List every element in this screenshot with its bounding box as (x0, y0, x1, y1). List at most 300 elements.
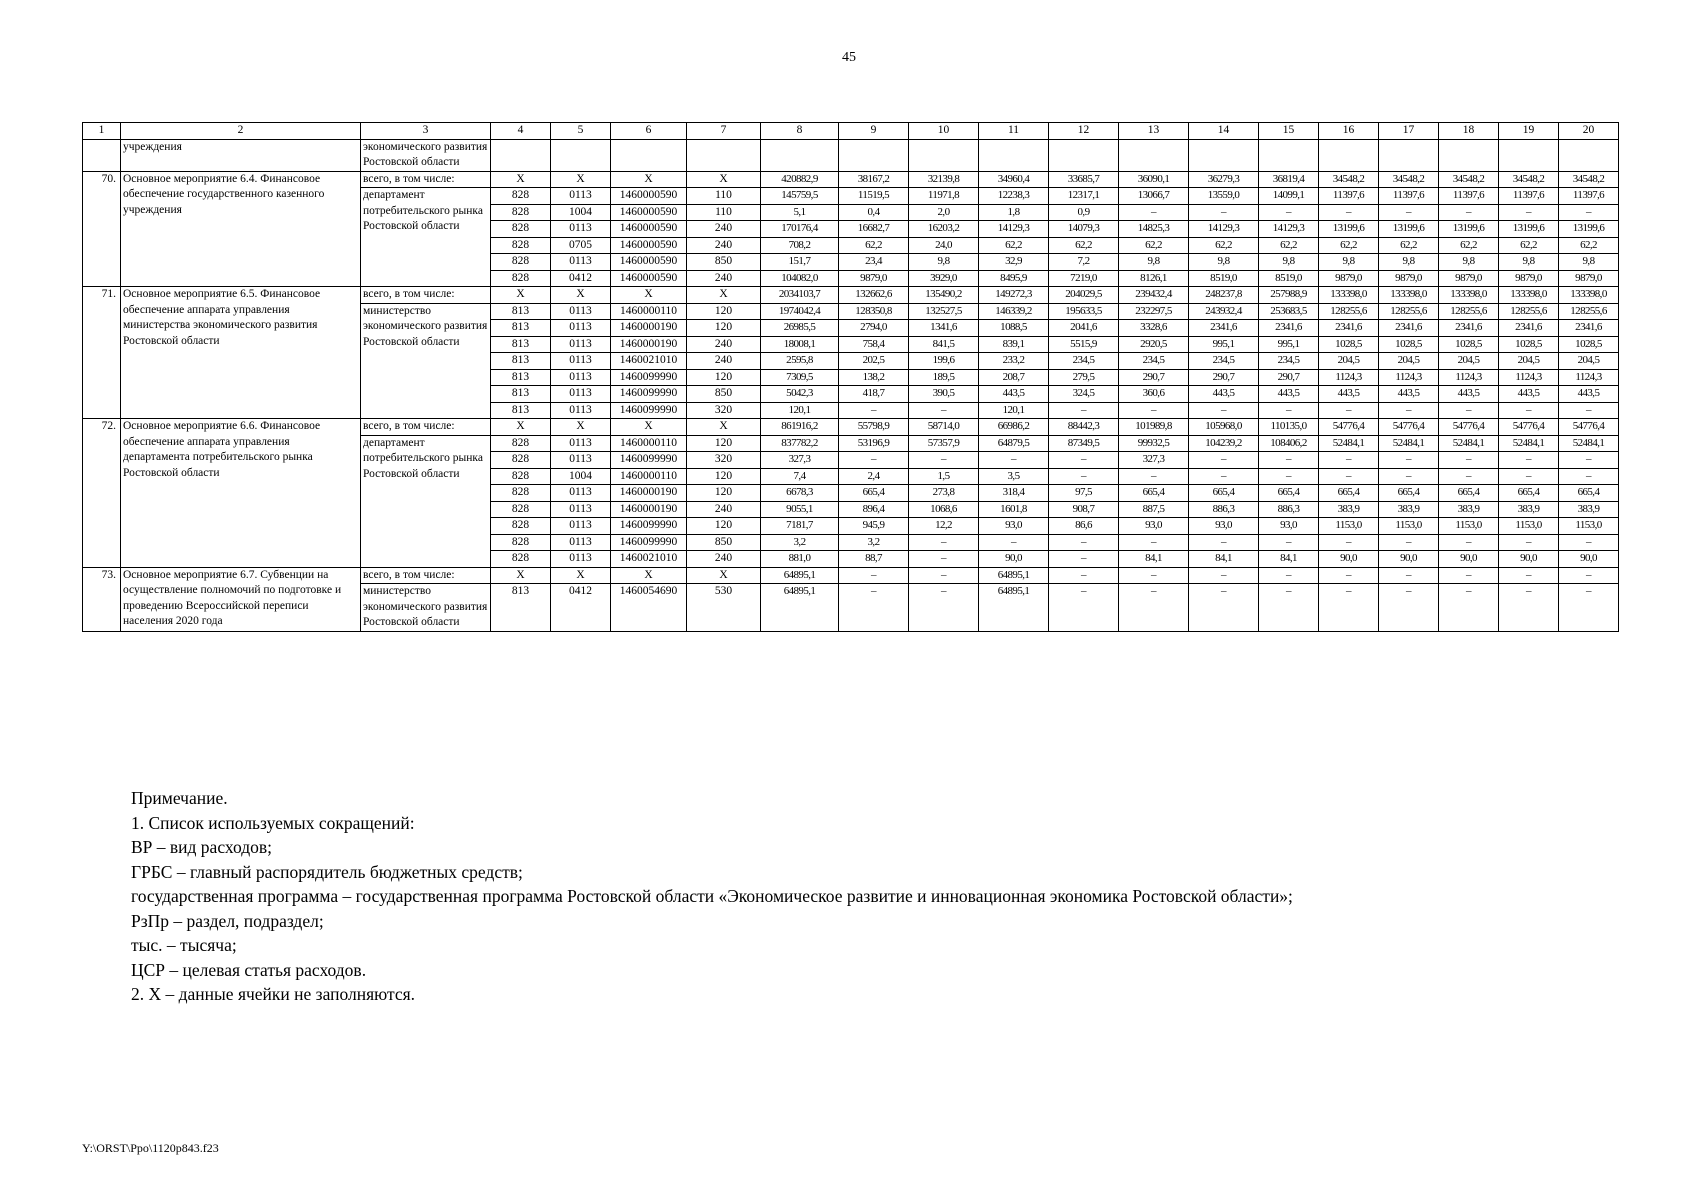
amount-cell: 9879,0 (1379, 270, 1439, 287)
amount-cell: 3328,6 (1119, 320, 1189, 337)
amount-cell: 90,0 (1439, 551, 1499, 568)
amount-cell: 3,2 (839, 534, 909, 551)
vr-cell: 320 (687, 402, 761, 419)
amount-cell: 665,4 (1379, 485, 1439, 502)
amount-cell: 9,8 (1119, 254, 1189, 271)
amount-cell: 1124,3 (1499, 369, 1559, 386)
amount-cell: 12238,3 (979, 188, 1049, 205)
code-placeholder-cell: Х (687, 567, 761, 584)
csr-cell: 1460000590 (611, 254, 687, 271)
amount-cell: 443,5 (1319, 386, 1379, 403)
notes-title: Примечание. (131, 788, 228, 808)
amount-cell: 6678,3 (761, 485, 839, 502)
amount-cell: 57357,9 (909, 435, 979, 452)
amount-cell: 665,4 (839, 485, 909, 502)
activity-index-cell: 73. (83, 567, 121, 631)
amount-cell: 665,4 (1439, 485, 1499, 502)
csr-cell: 1460021010 (611, 551, 687, 568)
amount-cell: – (1439, 452, 1499, 469)
amount-cell: – (1499, 402, 1559, 419)
amount-cell: – (1189, 452, 1259, 469)
amount-cell: 120,1 (979, 402, 1049, 419)
amount-cell: – (1319, 402, 1379, 419)
amount-cell: 62,2 (1259, 237, 1319, 254)
amount-cell: – (1439, 584, 1499, 632)
vr-cell: 120 (687, 435, 761, 452)
amount-cell: 383,9 (1499, 501, 1559, 518)
amount-cell: – (1189, 468, 1259, 485)
amount-cell: 145759,5 (761, 188, 839, 205)
amount-cell: 138,2 (839, 369, 909, 386)
column-number-cell: 11 (979, 123, 1049, 140)
code-placeholder-cell: Х (687, 171, 761, 188)
amount-cell: 62,2 (1379, 237, 1439, 254)
executor-cell: экономического развития Ростовской области (361, 139, 491, 171)
column-number-cell: 5 (551, 123, 611, 140)
amount-cell: 9,8 (909, 254, 979, 271)
abbreviation-item: РзПр – раздел, подраздел; (131, 910, 324, 931)
amount-cell: 9879,0 (1559, 270, 1619, 287)
amount-cell: – (1499, 452, 1559, 469)
amount-cell: 14129,3 (1259, 221, 1319, 238)
amount-cell: 133398,0 (1559, 287, 1619, 304)
code-placeholder-cell: Х (491, 567, 551, 584)
amount-cell: 1028,5 (1499, 336, 1559, 353)
vr-cell: 120 (687, 518, 761, 535)
amount-cell: 93,0 (1259, 518, 1319, 535)
amount-cell: 34548,2 (1319, 171, 1379, 188)
amount-cell: – (1559, 534, 1619, 551)
amount-cell: – (1499, 534, 1559, 551)
amount-cell: 128255,6 (1559, 303, 1619, 320)
amount-cell: 62,2 (839, 237, 909, 254)
amount-cell: 1124,3 (1439, 369, 1499, 386)
grbs-cell: 813 (491, 303, 551, 320)
csr-cell: 1460000110 (611, 303, 687, 320)
amount-cell: – (1049, 584, 1119, 632)
amount-cell: 24,0 (909, 237, 979, 254)
csr-cell: 1460000110 (611, 468, 687, 485)
amount-cell: 2,4 (839, 468, 909, 485)
rzpr-cell: 0113 (551, 369, 611, 386)
index-cell (83, 139, 121, 171)
amount-cell: 2341,6 (1379, 320, 1439, 337)
amount-cell: 195633,5 (1049, 303, 1119, 320)
amount-cell: 128255,6 (1319, 303, 1379, 320)
amount-cell: 34548,2 (1379, 171, 1439, 188)
code-placeholder-cell: Х (491, 171, 551, 188)
csr-cell: 1460099990 (611, 452, 687, 469)
column-number-cell: 15 (1259, 123, 1319, 140)
amount-cell: 66986,2 (979, 419, 1049, 436)
amount-cell: – (1439, 204, 1499, 221)
amount-cell: 11397,6 (1559, 188, 1619, 205)
grbs-cell: 828 (491, 435, 551, 452)
amount-cell: 1,8 (979, 204, 1049, 221)
abbreviation-item: ЦСР – целевая статья расходов. (131, 959, 367, 980)
amount-cell: – (1559, 468, 1619, 485)
amount-cell: 90,0 (1379, 551, 1439, 568)
rzpr-cell: 1004 (551, 204, 611, 221)
amount-cell: – (1439, 567, 1499, 584)
amount-cell: 2,0 (909, 204, 979, 221)
amount-cell: – (1319, 468, 1379, 485)
amount-cell: 9,8 (1379, 254, 1439, 271)
grbs-cell: 813 (491, 369, 551, 386)
code-placeholder-cell: Х (551, 567, 611, 584)
amount-cell: 14079,3 (1049, 221, 1119, 238)
amount-cell: – (1049, 452, 1119, 469)
amount-cell: 170176,4 (761, 221, 839, 238)
amount-cell: – (1049, 551, 1119, 568)
amount-cell: – (1189, 402, 1259, 419)
amount-cell: 9,8 (1259, 254, 1319, 271)
amount-cell: 443,5 (1439, 386, 1499, 403)
rzpr-cell: 0113 (551, 188, 611, 205)
rzpr-cell: 0412 (551, 270, 611, 287)
grbs-cell: 828 (491, 254, 551, 271)
column-number-cell: 10 (909, 123, 979, 140)
amount-cell: 881,0 (761, 551, 839, 568)
amount-cell: 2341,6 (1499, 320, 1559, 337)
code-placeholder-cell: Х (611, 171, 687, 188)
csr-cell: 1460000190 (611, 501, 687, 518)
abbreviation-item: государственная программа – государственная программа Ростовской области «Экономическое развитие и инновационная экономика Ростовской области»; (131, 886, 1293, 906)
amount-cell: 62,2 (1189, 237, 1259, 254)
amount-cell: 253683,5 (1259, 303, 1319, 320)
amount-cell: 54776,4 (1379, 419, 1439, 436)
grbs-cell: 828 (491, 518, 551, 535)
page-number: 45 (842, 50, 856, 65)
column-number-row (83, 123, 1619, 140)
grbs-cell: 828 (491, 534, 551, 551)
vr-cell: 240 (687, 551, 761, 568)
code-placeholder-cell: Х (491, 287, 551, 304)
abbreviation-item: ГРБС – главный распорядитель бюджетных средств; (131, 861, 523, 882)
csr-cell: 1460000590 (611, 188, 687, 205)
amount-cell: 64895,1 (761, 567, 839, 584)
amount-cell: – (1049, 402, 1119, 419)
amount-cell: – (1119, 584, 1189, 632)
csr-cell: 1460000110 (611, 435, 687, 452)
column-number-cell: 17 (1379, 123, 1439, 140)
amount-cell: 234,5 (1119, 353, 1189, 370)
amount-cell: 1341,6 (909, 320, 979, 337)
amount-cell: 839,1 (979, 336, 1049, 353)
amount-cell: 7309,5 (761, 369, 839, 386)
csr-cell: 1460000190 (611, 336, 687, 353)
rzpr-cell: 0113 (551, 551, 611, 568)
amount-cell: – (1319, 584, 1379, 632)
amount-cell: 8126,1 (1119, 270, 1189, 287)
amount-cell: 383,9 (1319, 501, 1379, 518)
amount-cell: – (1559, 204, 1619, 221)
amount-cell: 9,8 (1499, 254, 1559, 271)
code-placeholder-cell: Х (687, 287, 761, 304)
amount-cell: 665,4 (1259, 485, 1319, 502)
csr-cell: 1460021010 (611, 353, 687, 370)
amount-cell: 199,6 (909, 353, 979, 370)
amount-cell: 1974042,4 (761, 303, 839, 320)
amount-cell: 86,6 (1049, 518, 1119, 535)
amount-cell: 55798,9 (839, 419, 909, 436)
csr-cell: 1460000590 (611, 270, 687, 287)
note-item-2: 2. Х – данные ячейки не заполняются. (131, 984, 416, 1004)
amount-cell: 665,4 (1319, 485, 1379, 502)
abbreviation-item: ВР – вид расходов; (131, 837, 272, 857)
amount-cell: 84,1 (1189, 551, 1259, 568)
amount-cell: 11971,8 (909, 188, 979, 205)
rzpr-cell: 0113 (551, 336, 611, 353)
rzpr-cell: 0113 (551, 353, 611, 370)
amount-cell: – (1319, 204, 1379, 221)
csr-cell: 1460000190 (611, 485, 687, 502)
column-number-cell: 3 (361, 123, 491, 140)
amount-cell: 14129,3 (979, 221, 1049, 238)
amount-cell: 443,5 (1259, 386, 1319, 403)
amount-cell: 383,9 (1379, 501, 1439, 518)
amount-cell: 93,0 (979, 518, 1049, 535)
amount-cell: – (1189, 204, 1259, 221)
amount-cell: 204,5 (1319, 353, 1379, 370)
vr-cell: 120 (687, 303, 761, 320)
amount-cell: 12317,1 (1049, 188, 1119, 205)
activity-total-row (83, 567, 1619, 584)
grbs-cell: 828 (491, 270, 551, 287)
column-number-cell: 6 (611, 123, 687, 140)
amount-cell: 360,6 (1119, 386, 1189, 403)
amount-cell: 52484,1 (1559, 435, 1619, 452)
amount-cell: – (909, 584, 979, 632)
amount-cell: 13199,6 (1559, 221, 1619, 238)
column-number-cell: 18 (1439, 123, 1499, 140)
amount-cell: – (1379, 584, 1439, 632)
grbs-cell: 828 (491, 188, 551, 205)
amount-cell: 3,2 (761, 534, 839, 551)
amount-cell: 2920,5 (1119, 336, 1189, 353)
amount-cell: 62,2 (1559, 237, 1619, 254)
amount-cell: 97,5 (1049, 485, 1119, 502)
grbs-cell: 813 (491, 402, 551, 419)
amount-cell: 443,5 (1379, 386, 1439, 403)
amount-cell: 1028,5 (1319, 336, 1379, 353)
vr-cell: 320 (687, 452, 761, 469)
amount-cell: 5,1 (761, 204, 839, 221)
amount-cell: 11397,6 (1499, 188, 1559, 205)
vr-cell: 530 (687, 584, 761, 632)
amount-cell: 18008,1 (761, 336, 839, 353)
amount-cell: 132527,5 (909, 303, 979, 320)
grbs-cell: 813 (491, 336, 551, 353)
amount-cell: 146339,2 (979, 303, 1049, 320)
amount-cell: – (1379, 468, 1439, 485)
amount-cell: 13559,0 (1189, 188, 1259, 205)
amount-cell: 120,1 (761, 402, 839, 419)
amount-cell: 290,7 (1119, 369, 1189, 386)
amount-cell: – (1259, 468, 1319, 485)
amount-cell: 62,2 (979, 237, 1049, 254)
amount-cell: 2341,6 (1319, 320, 1379, 337)
amount-cell: 273,8 (909, 485, 979, 502)
column-number-cell: 16 (1319, 123, 1379, 140)
amount-cell: 149272,3 (979, 287, 1049, 304)
csr-cell: 1460099990 (611, 518, 687, 535)
amount-cell: 64895,1 (761, 584, 839, 632)
amount-cell: 1028,5 (1559, 336, 1619, 353)
amount-cell: 9,8 (1189, 254, 1259, 271)
amount-cell: 101989,8 (1119, 419, 1189, 436)
amount-cell: 886,3 (1189, 501, 1259, 518)
rzpr-cell: 0113 (551, 303, 611, 320)
amount-cell: – (1559, 402, 1619, 419)
amount-cell: 64895,1 (979, 567, 1049, 584)
amount-cell: 23,4 (839, 254, 909, 271)
amount-cell: – (1439, 402, 1499, 419)
amount-cell: 887,5 (1119, 501, 1189, 518)
amount-cell: 33685,7 (1049, 171, 1119, 188)
vr-cell: 120 (687, 468, 761, 485)
activity-name-cell: учреждения (121, 139, 361, 171)
amount-cell: 443,5 (979, 386, 1049, 403)
amount-cell: 995,1 (1189, 336, 1259, 353)
amount-cell: 64895,1 (979, 584, 1049, 632)
amount-cell: 16203,2 (909, 221, 979, 238)
amount-cell: – (979, 452, 1049, 469)
amount-cell: 2794,0 (839, 320, 909, 337)
amount-cell: 208,7 (979, 369, 1049, 386)
vr-cell: 850 (687, 534, 761, 551)
amount-cell: – (839, 452, 909, 469)
amount-cell: 84,1 (1119, 551, 1189, 568)
amount-cell: 34548,2 (1559, 171, 1619, 188)
activity-total-row (83, 419, 1619, 436)
amount-cell: 12,2 (909, 518, 979, 535)
activity-name-cell: Основное мероприятие 6.6. Финансовое обеспечение аппарата управления департамента потребительского рынка Ростовской области (121, 419, 361, 568)
amount-cell: 62,2 (1119, 237, 1189, 254)
amount-cell: 290,7 (1259, 369, 1319, 386)
amount-cell: 32139,8 (909, 171, 979, 188)
activity-index-cell: 71. (83, 287, 121, 419)
csr-cell: 1460000190 (611, 320, 687, 337)
rzpr-cell: 0113 (551, 320, 611, 337)
column-number-cell: 8 (761, 123, 839, 140)
rzpr-cell: 0113 (551, 518, 611, 535)
amount-cell: 9,8 (1559, 254, 1619, 271)
amount-cell: 110135,0 (1259, 419, 1319, 436)
amount-cell: – (839, 402, 909, 419)
amount-cell: 3929,0 (909, 270, 979, 287)
amount-cell: 443,5 (1499, 386, 1559, 403)
vr-cell: 110 (687, 188, 761, 205)
amount-cell: 90,0 (979, 551, 1049, 568)
grbs-cell: 828 (491, 551, 551, 568)
amount-cell: – (1319, 567, 1379, 584)
vr-cell: 110 (687, 204, 761, 221)
amount-cell: 3,5 (979, 468, 1049, 485)
amount-cell: 418,7 (839, 386, 909, 403)
amount-cell: 708,2 (761, 237, 839, 254)
amount-cell: 1153,0 (1379, 518, 1439, 535)
amount-cell: 443,5 (1189, 386, 1259, 403)
amount-cell: 9055,1 (761, 501, 839, 518)
vr-cell: 850 (687, 254, 761, 271)
amount-cell: 665,4 (1499, 485, 1559, 502)
executor-cell: министерство экономического развития Ростовской области (361, 584, 491, 632)
vr-cell: 240 (687, 221, 761, 238)
amount-cell: 324,5 (1049, 386, 1119, 403)
amount-cell: 1153,0 (1559, 518, 1619, 535)
amount-cell: 87349,5 (1049, 435, 1119, 452)
amount-cell: 105968,0 (1189, 419, 1259, 436)
amount-cell: 52484,1 (1499, 435, 1559, 452)
amount-cell: 7,2 (1049, 254, 1119, 271)
amount-cell: 390,5 (909, 386, 979, 403)
executor-cell: департамент потребительского рынка Ростовской области (361, 188, 491, 287)
amount-cell: 16682,7 (839, 221, 909, 238)
amount-cell: 128255,6 (1439, 303, 1499, 320)
amount-cell: 53196,9 (839, 435, 909, 452)
amount-cell: 0,4 (839, 204, 909, 221)
column-number-cell: 4 (491, 123, 551, 140)
amount-cell: – (1049, 567, 1119, 584)
amount-cell: – (909, 402, 979, 419)
amount-cell: 90,0 (1319, 551, 1379, 568)
amount-cell: 7,4 (761, 468, 839, 485)
csr-cell: 1460000590 (611, 204, 687, 221)
code-placeholder-cell: Х (551, 419, 611, 436)
amount-cell: 5042,3 (761, 386, 839, 403)
amount-cell: 189,5 (909, 369, 979, 386)
amount-cell: 841,5 (909, 336, 979, 353)
column-number-cell: 7 (687, 123, 761, 140)
code-placeholder-cell: Х (611, 567, 687, 584)
grbs-cell: 813 (491, 320, 551, 337)
amount-cell: 7181,7 (761, 518, 839, 535)
amount-cell: 665,4 (1189, 485, 1259, 502)
executor-cell: департамент потребительского рынка Ростовской области (361, 435, 491, 567)
amount-cell: – (1259, 402, 1319, 419)
vr-cell: 120 (687, 320, 761, 337)
code-placeholder-cell: Х (551, 287, 611, 304)
vr-cell: 120 (687, 485, 761, 502)
csr-cell: 1460099990 (611, 386, 687, 403)
executor-cell: министерство экономического развития Ростовской области (361, 303, 491, 419)
activity-index-cell: 70. (83, 171, 121, 287)
amount-cell: 54776,4 (1439, 419, 1499, 436)
amount-cell: 11519,5 (839, 188, 909, 205)
amount-cell: 327,3 (1119, 452, 1189, 469)
abbreviation-item: тыс. – тысяча; (131, 935, 237, 955)
amount-cell: 2341,6 (1439, 320, 1499, 337)
amount-cell: 908,7 (1049, 501, 1119, 518)
amount-cell: 1124,3 (1379, 369, 1439, 386)
amount-cell: 9879,0 (1499, 270, 1559, 287)
amount-cell: – (909, 567, 979, 584)
amount-cell: 1153,0 (1499, 518, 1559, 535)
rzpr-cell: 0113 (551, 501, 611, 518)
amount-cell: 128350,8 (839, 303, 909, 320)
grbs-cell: 813 (491, 584, 551, 632)
amount-cell: 318,4 (979, 485, 1049, 502)
code-placeholder-cell: Х (611, 287, 687, 304)
total-label-cell: всего, в том числе: (361, 419, 491, 436)
grbs-cell: 828 (491, 452, 551, 469)
amount-cell: 1124,3 (1319, 369, 1379, 386)
csr-cell: 1460000590 (611, 221, 687, 238)
amount-cell: 383,9 (1439, 501, 1499, 518)
amount-cell: 34960,4 (979, 171, 1049, 188)
amount-cell: 11397,6 (1379, 188, 1439, 205)
